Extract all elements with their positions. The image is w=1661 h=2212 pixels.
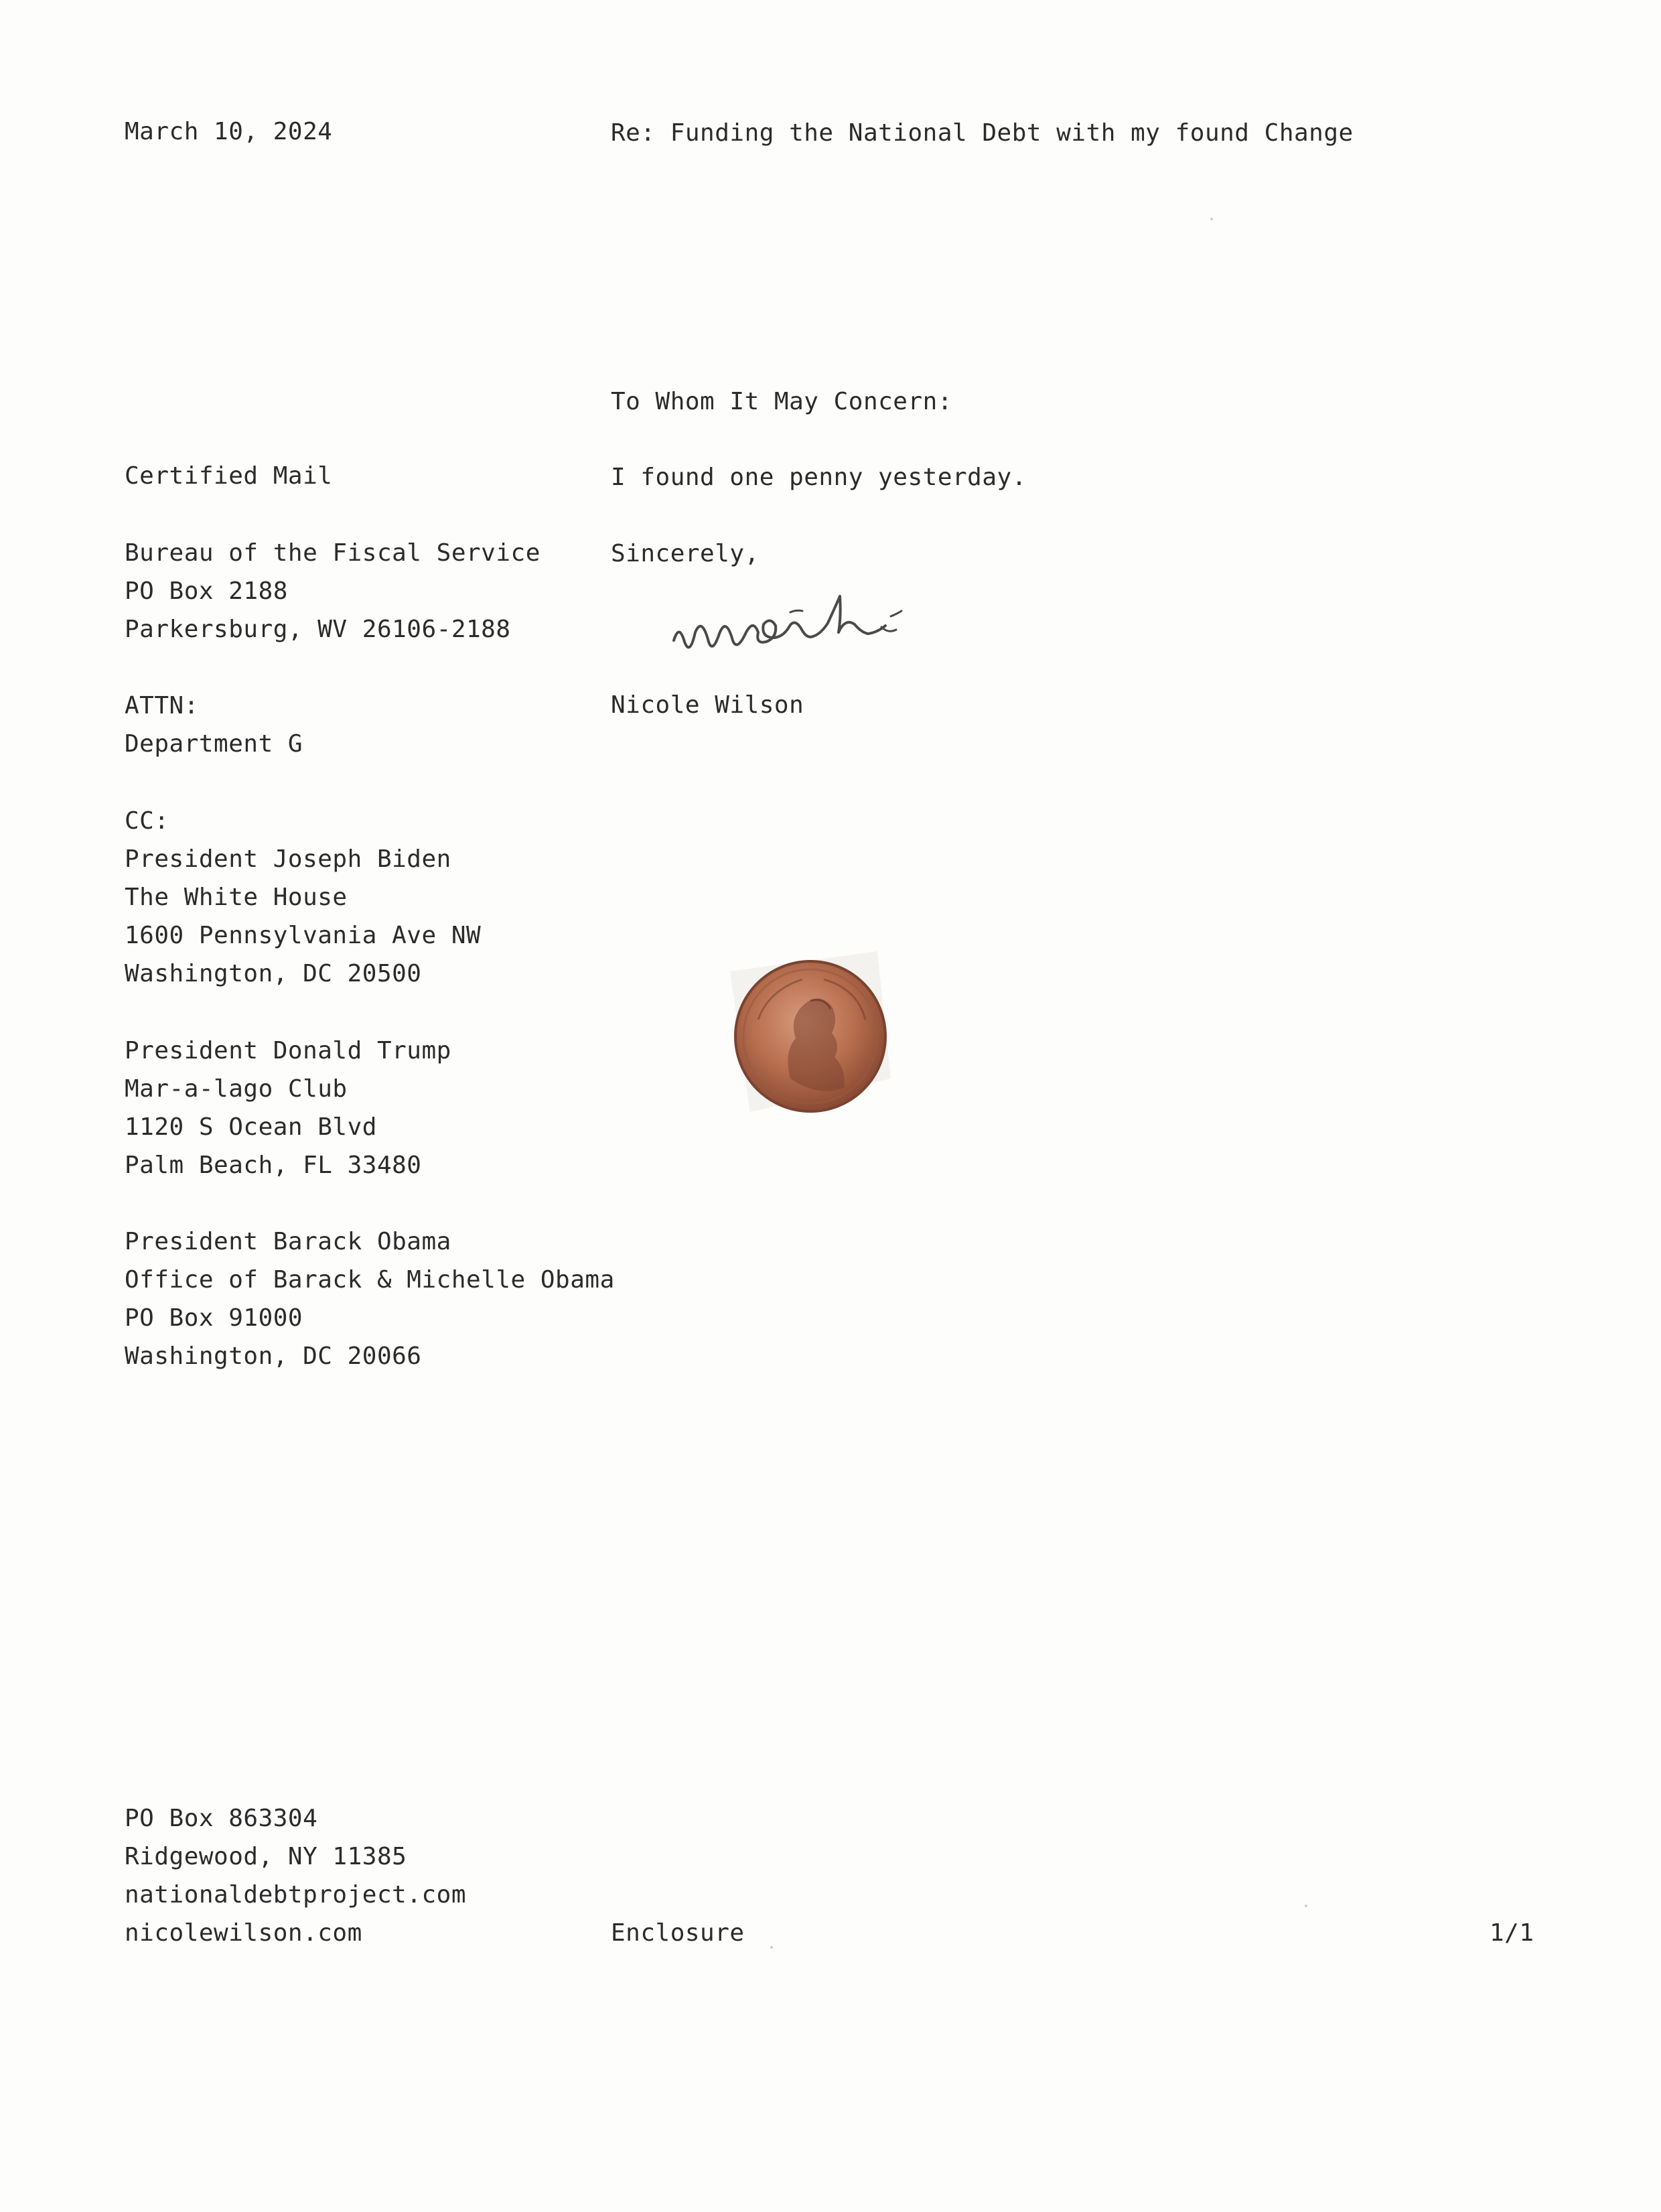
signer-name: Nicole Wilson — [611, 691, 804, 719]
cc-label: CC: — [125, 807, 169, 835]
sender-line: nicolewilson.com — [125, 1919, 362, 1947]
delivery-method: Certified Mail — [125, 462, 333, 490]
cc-line: PO Box 91000 — [125, 1304, 303, 1332]
handwritten-signature — [670, 576, 978, 670]
scan-speck — [770, 1946, 773, 1949]
cc-line: Washington, DC 20066 — [125, 1342, 422, 1370]
cc-line: 1600 Pennsylvania Ave NW — [125, 922, 482, 949]
cc-line: Mar-a-lago Club — [125, 1075, 348, 1103]
address-line: PO Box 2188 — [125, 577, 288, 605]
page-number: 1/1 — [1490, 1919, 1534, 1947]
closing: Sincerely, — [611, 540, 760, 567]
address-line: Parkersburg, WV 26106-2188 — [125, 616, 511, 643]
cc-line: President Joseph Biden — [125, 845, 451, 873]
address-line: Bureau of the Fiscal Service — [125, 539, 540, 567]
cc-line: 1120 S Ocean Blvd — [125, 1113, 377, 1141]
cc-block-2 — [125, 1032, 451, 1184]
cc-line: Office of Barack & Michelle Obama — [125, 1266, 615, 1294]
cc-block-3 — [125, 1223, 615, 1375]
enclosure-label: Enclosure — [611, 1919, 745, 1947]
scan-speck — [1305, 1905, 1307, 1907]
cc-block-1 — [125, 802, 481, 993]
sender-line: Ridgewood, NY 11385 — [125, 1843, 407, 1870]
penny-coin-image — [710, 945, 904, 1132]
letter-date: March 10, 2024 — [125, 118, 333, 145]
attention-block — [125, 687, 303, 763]
subject-line: Re: Funding the National Debt with my found Change — [611, 119, 1354, 147]
sender-line: PO Box 863304 — [125, 1805, 318, 1832]
cc-line: Washington, DC 20500 — [125, 960, 422, 987]
letter-body: I found one penny yesterday. — [611, 464, 1027, 491]
attn-label: ATTN: — [125, 692, 199, 719]
cc-line: Palm Beach, FL 33480 — [125, 1152, 422, 1179]
sender-address — [125, 1799, 466, 1952]
cc-line: President Barack Obama — [125, 1228, 451, 1255]
attn-value: Department G — [125, 730, 303, 758]
cc-line: The White House — [125, 884, 348, 911]
recipient-address — [125, 534, 540, 648]
sender-line: nationaldebtproject.com — [125, 1881, 466, 1909]
cc-line: President Donald Trump — [125, 1037, 451, 1064]
salutation: To Whom It May Concern: — [611, 388, 952, 415]
scan-speck — [1210, 218, 1213, 220]
